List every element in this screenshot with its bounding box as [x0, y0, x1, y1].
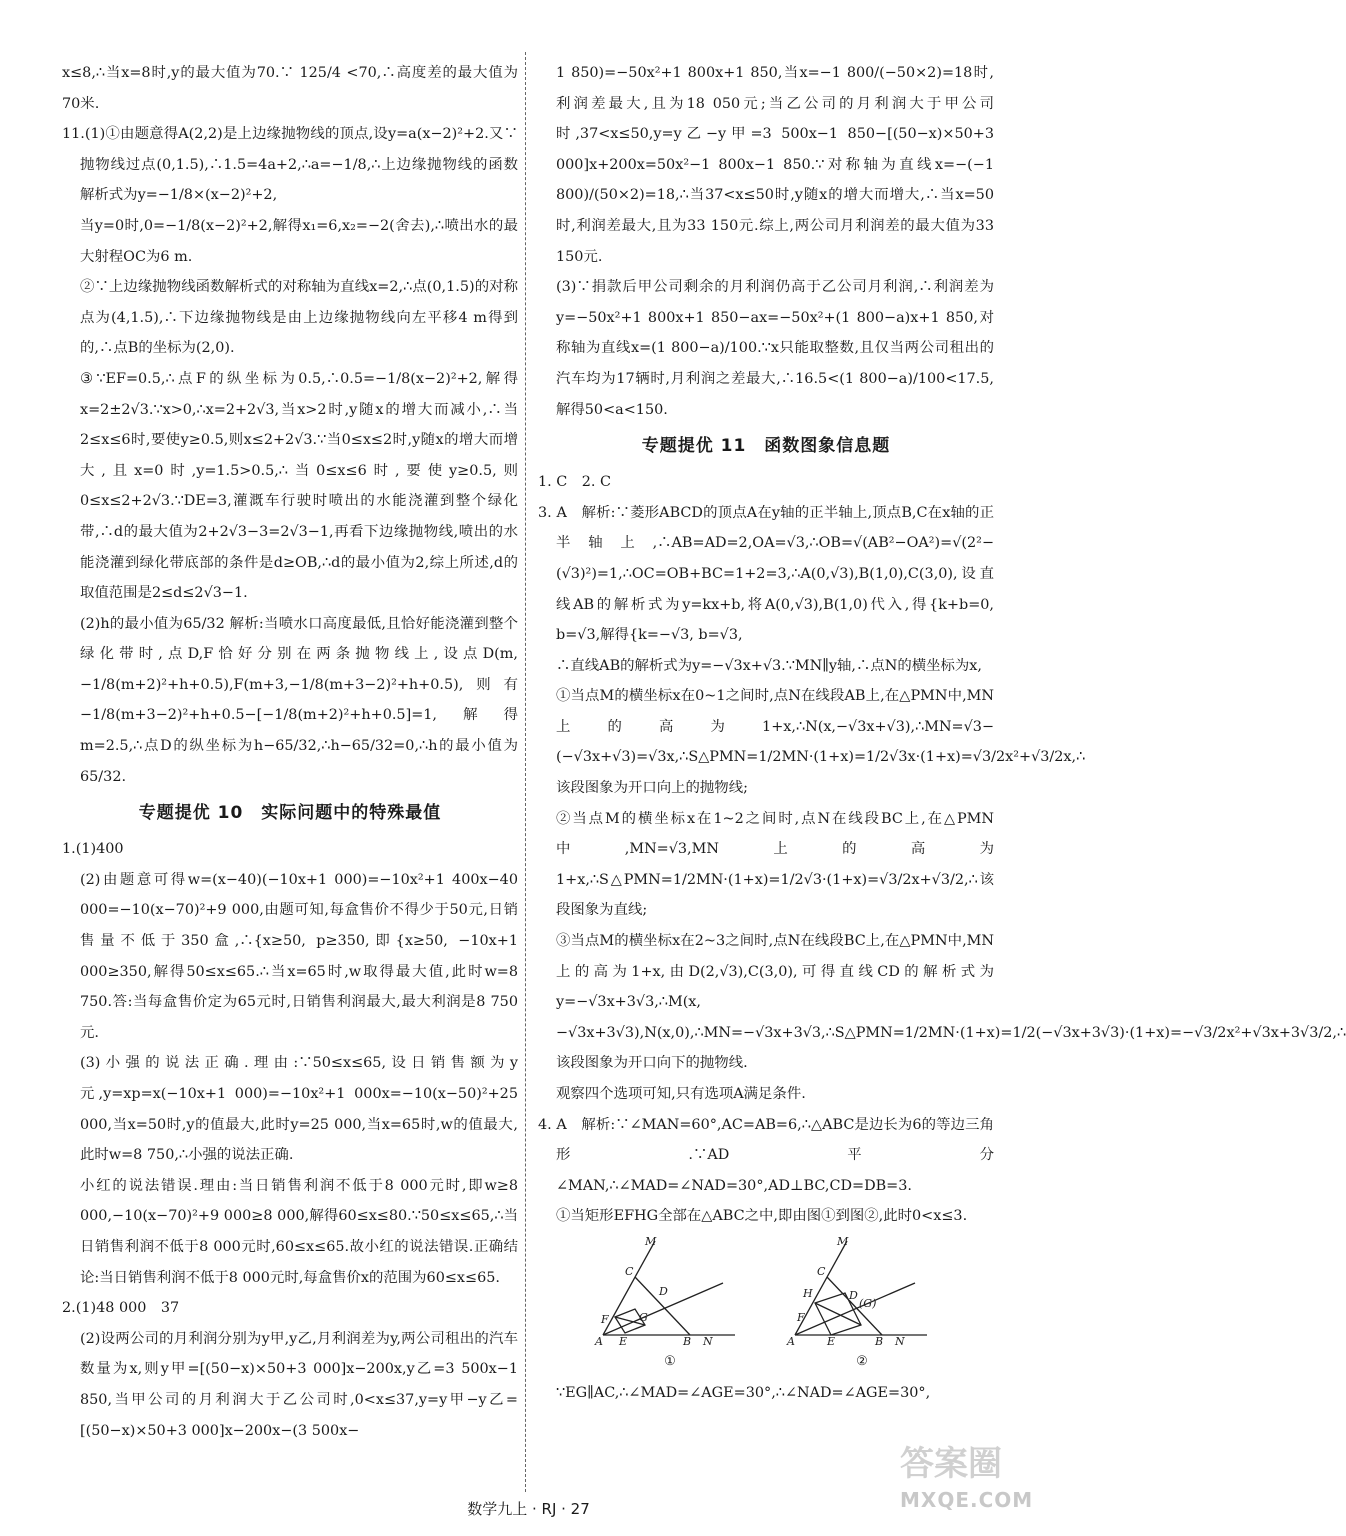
- svg-text:M: M: [645, 1235, 657, 1249]
- left-column: [62, 58, 518, 1446]
- svg-text:N: N: [895, 1335, 905, 1349]
- text-paragraph: (2)由题意可得w=(x−40)(−10x+1 000)=−10x²+1 400x−40 000=−10(x−70)²+9 000,由题可知,每盒售价不得少于50元,日销售量不低于350盒,∴{x≥50, p≥350,即{x≥50, −10x+1 000≥350,解得50≤x≤65.∴当x=65时,w取得最大值,此时w=8 750.答:当每盒售价定为65元时,日销售利润最大,最大利润是8 750元.: [80, 871, 518, 1041]
- watermark-logo: [900, 1440, 1050, 1530]
- figure-2-diagram: [787, 1235, 937, 1347]
- figure-1-diagram: [595, 1235, 745, 1347]
- svg-text:C: C: [625, 1265, 634, 1279]
- text-paragraph: 1 850)=−50x²+1 800x+1 850,当x=−1 800/(−50×2)=18时,利润差最大,且为18 050元;当乙公司的月利润大于甲公司时,37<x≤50,y=y乙−y甲=3 500x−1 850−[(50−x)×50+3 000]x+200x=50x²−1 800x−1 850.∵对称轴为直线x=−(−1 800)/(50×2)=18,∴当37<x≤50时,y随x的增大而增大,∴当x=50时,利润差最大,且为33 150元.综上,两公司月利润差的最大值为33 150元.: [556, 65, 994, 265]
- svg-text:B: B: [683, 1335, 692, 1349]
- svg-text:B: B: [875, 1335, 884, 1349]
- figure-1: [595, 1235, 745, 1378]
- text-paragraph: (3)小强的说法正确.理由:∵50≤x≤65,设日销售额为y元,y=xp=x(−10x+1 000)=−10x²+1 000x=−10(x−50)²+25 000,当x=50时,y的值最大,此时y=25 000,当x=65时,w的值最大,此时w=8 750,∴小强的说法正确.: [80, 1055, 518, 1164]
- text-paragraph: (3)∵捐款后甲公司剩余的月利润仍高于乙公司月利润,∴利润差为y=−50x²+1 800x+1 850−ax=−50x²+(1 800−a)x+1 850,对称轴为直线x=(1 800−a)/100.∵x只能取整数,且仅当两公司租出的汽车均为17辆时,月利润之差最大,∴16.5<(1 800−a)/100<17.5,解得50<a<150.: [556, 279, 994, 418]
- right-column: [538, 58, 1346, 1409]
- svg-text:C: C: [817, 1265, 826, 1279]
- text-paragraph: (2)设两公司的月利润分别为y甲,y乙,月利润差为y,两公司租出的汽车数量为x,则y甲=[(50−x)×50+3 000]x−200x,y乙=3 500x−1 850,当甲公司的月利润大于乙公司时,0<x≤37,y=y甲−y乙=[(50−x)×50+3 000]x−200x−(3 500x−: [80, 1330, 518, 1439]
- text-paragraph: (2)h的最小值为65/32 解析:当喷水口高度最低,且恰好能浇灌到整个绿化带时,点D,F恰好分别在两条抛物线上,设点D(m,−1/8(m+2)²+h+0.5),F(m+3,−1/8(m+3−2)²+h+0.5),则有−1/8(m+3−2)²+h+0.5−[−1/8(m+2)²+h+0.5]=1,解得m=2.5,∴点D的纵坐标为h−65/32,∴h−65/32=0,∴h的最小值为65/32.: [80, 615, 518, 785]
- svg-text:N: N: [703, 1335, 713, 1349]
- text-paragraph: 当y=0时,0=−1/8(x−2)²+2,解得x₁=6,x₂=−2(舍去),∴喷出水的最大射程OC为6 m.: [80, 217, 518, 265]
- page-footer: 数学九上 · RJ · 27: [467, 1500, 590, 1518]
- text-paragraph: ②当点M的横坐标x在1~2之间时,点N在线段BC上,在△PMN中,MN=√3,MN上的高为1+x,∴S△PMN=1/2MN·(1+x)=1/2√3·(1+x)=√3/2x+√3/2,∴该段图象为直线;: [556, 810, 994, 919]
- svg-text:(G): (G): [859, 1297, 877, 1311]
- svg-text:F: F: [797, 1311, 805, 1325]
- text-paragraph: ②∵上边缘抛物线函数解析式的对称轴为直线x=2,∴点(0,1.5)的对称点为(4,1.5),∴下边缘抛物线是由上边缘抛物线向左平移4 m得到的,∴点B的坐标为(2,0).: [80, 279, 518, 357]
- problem-2: 2.(1)48 000 37: [62, 1300, 180, 1317]
- text-paragraph: 小红的说法错误.理由:当日销售利润不低于8 000元时,即w≥8 000,−10(x−70)²+9 000≥8 000,解得60≤x≤80.∵50≤x≤65,∴当日销售利润不低于8 000元时,60≤x≤65.故小红的说法错误.正确结论:当日销售利润不低于8 000元时,每盒售价x的范围为60≤x≤65.: [80, 1177, 518, 1286]
- text-paragraph: ③当点M的横坐标x在2~3之间时,点N在线段BC上,在△PMN中,MN上的高为1+x,由D(2,√3),C(3,0),可得直线CD的解析式为y=−√3x+3√3,∴M(x,−√3x+3√3),N(x,0),∴MN=−√3x+3√3,∴S△PMN=1/2MN·(1+x)=1/2(−√3x+3√3)·(1+x)=−√3/2x²+√3x+3√3/2,∴该段图象为开口向下的抛物线.: [556, 933, 1346, 1072]
- text-paragraph: ∴直线AB的解析式为y=−√3x+√3.∵MN∥y轴,∴点N的横坐标为x,: [556, 657, 982, 674]
- answers-1-2: 1. C 2. C: [538, 474, 612, 491]
- text-paragraph: x≤8,∴当x=8时,y的最大值为70.∵ 125/4 <70,∴高度差的最大值为70米.: [62, 65, 518, 112]
- geometry-figures: [538, 1232, 994, 1378]
- svg-text:M: M: [837, 1235, 849, 1249]
- section-heading-10: 专题提优 10 实际问题中的特殊最值: [138, 803, 442, 824]
- figure-1-caption: ①: [664, 1354, 676, 1370]
- text-paragraph: ③∵EF=0.5,∴点F的纵坐标为0.5,∴0.5=−1/8(x−2)²+2,解得x=2±2√3.∵x>0,∴x=2+2√3,当x>2时,y随x的增大而减小,∴当2≤x≤6时,要使y≥0.5,则x≤2+2√3.∵当0≤x≤2时,y随x的增大而增大,且x=0时,y=1.5>0.5,∴当0≤x≤6时,要使y≥0.5,则0≤x≤2+2√3.∵DE=3,灌溉车行驶时喷出的水能浇灌到整个绿化带,∴d的最大值为2+2√3−3=2√3−1,再看下边缘抛物线,喷出的水能浇灌到绿化带底部的条件是d≥OB,∴d的最小值为2,综上所述,d的取值范围是2≤d≤2√3−1.: [80, 370, 518, 602]
- text-paragraph: ①当点M的横坐标x在0~1之间时,点N在线段AB上,在△PMN中,MN上的高为1+x,∴N(x,−√3x+√3),∴MN=√3−(−√3x+√3)=√3x,∴S△PMN=1/2MN·(1+x)=1/2√3x·(1+x)=√3/2x²+√3/2x,∴该段图象为开口向上的抛物线;: [556, 688, 1086, 797]
- figure-2: [787, 1235, 937, 1378]
- figure-2-caption: ②: [856, 1354, 868, 1370]
- text-paragraph: ①当矩形EFHG全部在△ABC之中,即由图①到图②,此时0<x≤3.: [556, 1208, 968, 1225]
- problem-3: 3. A 解析:∵菱形ABCD的顶点A在y轴的正半轴上,顶点B,C在x轴的正半轴上,∴AB=AD=2,OA=√3,∴OB=√(AB²−OA²)=√(2²−(√3)²)=1,∴OC=OB+BC=1+2=3,∴A(0,√3),B(1,0),C(3,0),设直线AB的解析式为y=kx+b,将A(0,√3),B(1,0)代入,得{k+b=0, b=√3,解得{k=−√3, b=√3,: [538, 504, 994, 644]
- text-paragraph: ∵EG∥AC,∴∠MAD=∠AGE=30°,∴∠NAD=∠AGE=30°,: [556, 1384, 931, 1401]
- problem-4: 4. A 解析:∵∠MAN=60°,AC=AB=6,∴△ABC是边长为6的等边三角形.∵AD平分∠MAN,∴∠MAD=∠NAD=30°,AD⊥BC,CD=DB=3.: [538, 1116, 994, 1194]
- watermark-title: 答案圈: [900, 1444, 1002, 1484]
- svg-text:A: A: [595, 1335, 603, 1349]
- problem-11: 11.(1)①由题意得A(2,2)是上边缘抛物线的顶点,设y=a(x−2)²+2.又∵抛物线过点(0,1.5),∴1.5=4a+2,∴a=−1/8,∴上边缘抛物线的函数解析式为y=−1/8×(x−2)²+2,: [62, 126, 518, 204]
- svg-text:A: A: [787, 1335, 795, 1349]
- svg-text:D: D: [659, 1285, 668, 1299]
- svg-text:E: E: [619, 1335, 628, 1349]
- section-heading-11: 专题提优 11 函数图象信息题: [641, 436, 891, 457]
- text-paragraph: 观察四个选项可知,只有选项A满足条件.: [556, 1086, 806, 1102]
- watermark-url: MXQE.COM: [900, 1488, 1034, 1512]
- svg-text:H: H: [803, 1287, 813, 1301]
- column-divider: [525, 52, 526, 1492]
- svg-text:E: E: [827, 1335, 836, 1349]
- svg-text:G: G: [639, 1311, 648, 1325]
- problem-1: 1.(1)400: [62, 841, 124, 858]
- svg-text:D: D: [849, 1289, 858, 1303]
- svg-text:F: F: [601, 1313, 609, 1327]
